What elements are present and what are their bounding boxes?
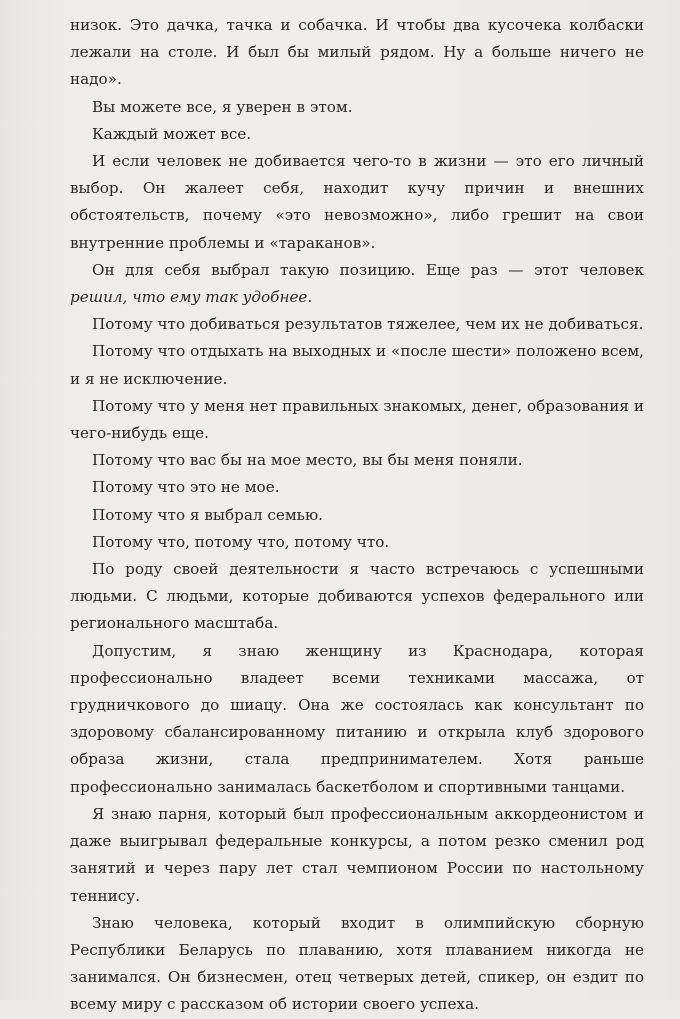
paragraph-5-italic: решил, что ему так удобнее: [70, 288, 308, 307]
paragraph-8: Потому что у меня нет правильных знакомых, денег, образования и чего-нибудь еще.: [70, 396, 644, 443]
paragraph-4: И если человек не добивается чего-то в жизни — это его личный выбор. Он жалеет себя, находит кучу причин и внешних обстоятельств, почему «это невозможно», либо грешит на свои внутренние проблемы и «тараканов».: [70, 152, 644, 252]
paragraph-5-end: .: [307, 288, 313, 307]
paragraph-16: Знаю человека, который входит в олимпийскую сборную Республики Беларусь по плаванию, хотя плаванием никогда не занимался. Он бизнесмен, отец четверых детей, спикер, он ездит по всему миру с рассказом об истории своего успеха.: [70, 913, 644, 1014]
page-text: [70, 12, 644, 1019]
paragraph-13: По роду своей деятельности я часто встречаюсь с успешными людьми. С людьми, которые добиваются успехов федерального или регионального масштаба.: [70, 560, 644, 633]
paragraph-6: Потому что добиваться результатов тяжелее, чем их не добиваться.: [92, 315, 644, 334]
paragraph-12: Потому что, потому что, потому что.: [92, 532, 390, 551]
paragraph-5: [70, 257, 644, 311]
paragraph-2: Вы можете все, я уверен в этом.: [92, 97, 353, 116]
paragraph-1: низок. Это дачка, тачка и собачка. И чтобы два кусочека колбаски лежали на столе. И был бы милый рядом. Ну а больше ничего не надо».: [70, 16, 644, 89]
paragraph-14: Допустим, я знаю женщину из Краснодара, которая профессионально владеет всеми техниками массажа, от грудничкового до шиацу. Она же состоялась как консультант по здоровому сбалансированному питанию и открыла клуб здорового образа жизни, стала предпринимателем. Хотя раньше профессионально занималась баскетболом и спортивными танцами.: [70, 641, 644, 796]
paragraph-9: Потому что вас бы на мое место, вы бы меня поняли.: [92, 451, 523, 470]
paragraph-3: Каждый может все.: [92, 124, 252, 143]
paragraph-5-text: Он для себя выбрал такую позицию. Еще раз — этот человек: [92, 260, 644, 279]
paragraph-15: Я знаю парня, который был профессиональным аккордеонистом и даже выигрывал федеральные конкурсы, а потом резко сменил род занятий и через пару лет стал чемпионом России по настольному теннису.: [70, 804, 644, 905]
paragraph-11: Потому что я выбрал семью.: [92, 505, 323, 524]
paragraph-7: Потому что отдыхать на выходных и «после шести» положено всем, и я не исключение.: [70, 342, 644, 388]
paragraph-10: Потому что это не мое.: [92, 478, 280, 497]
